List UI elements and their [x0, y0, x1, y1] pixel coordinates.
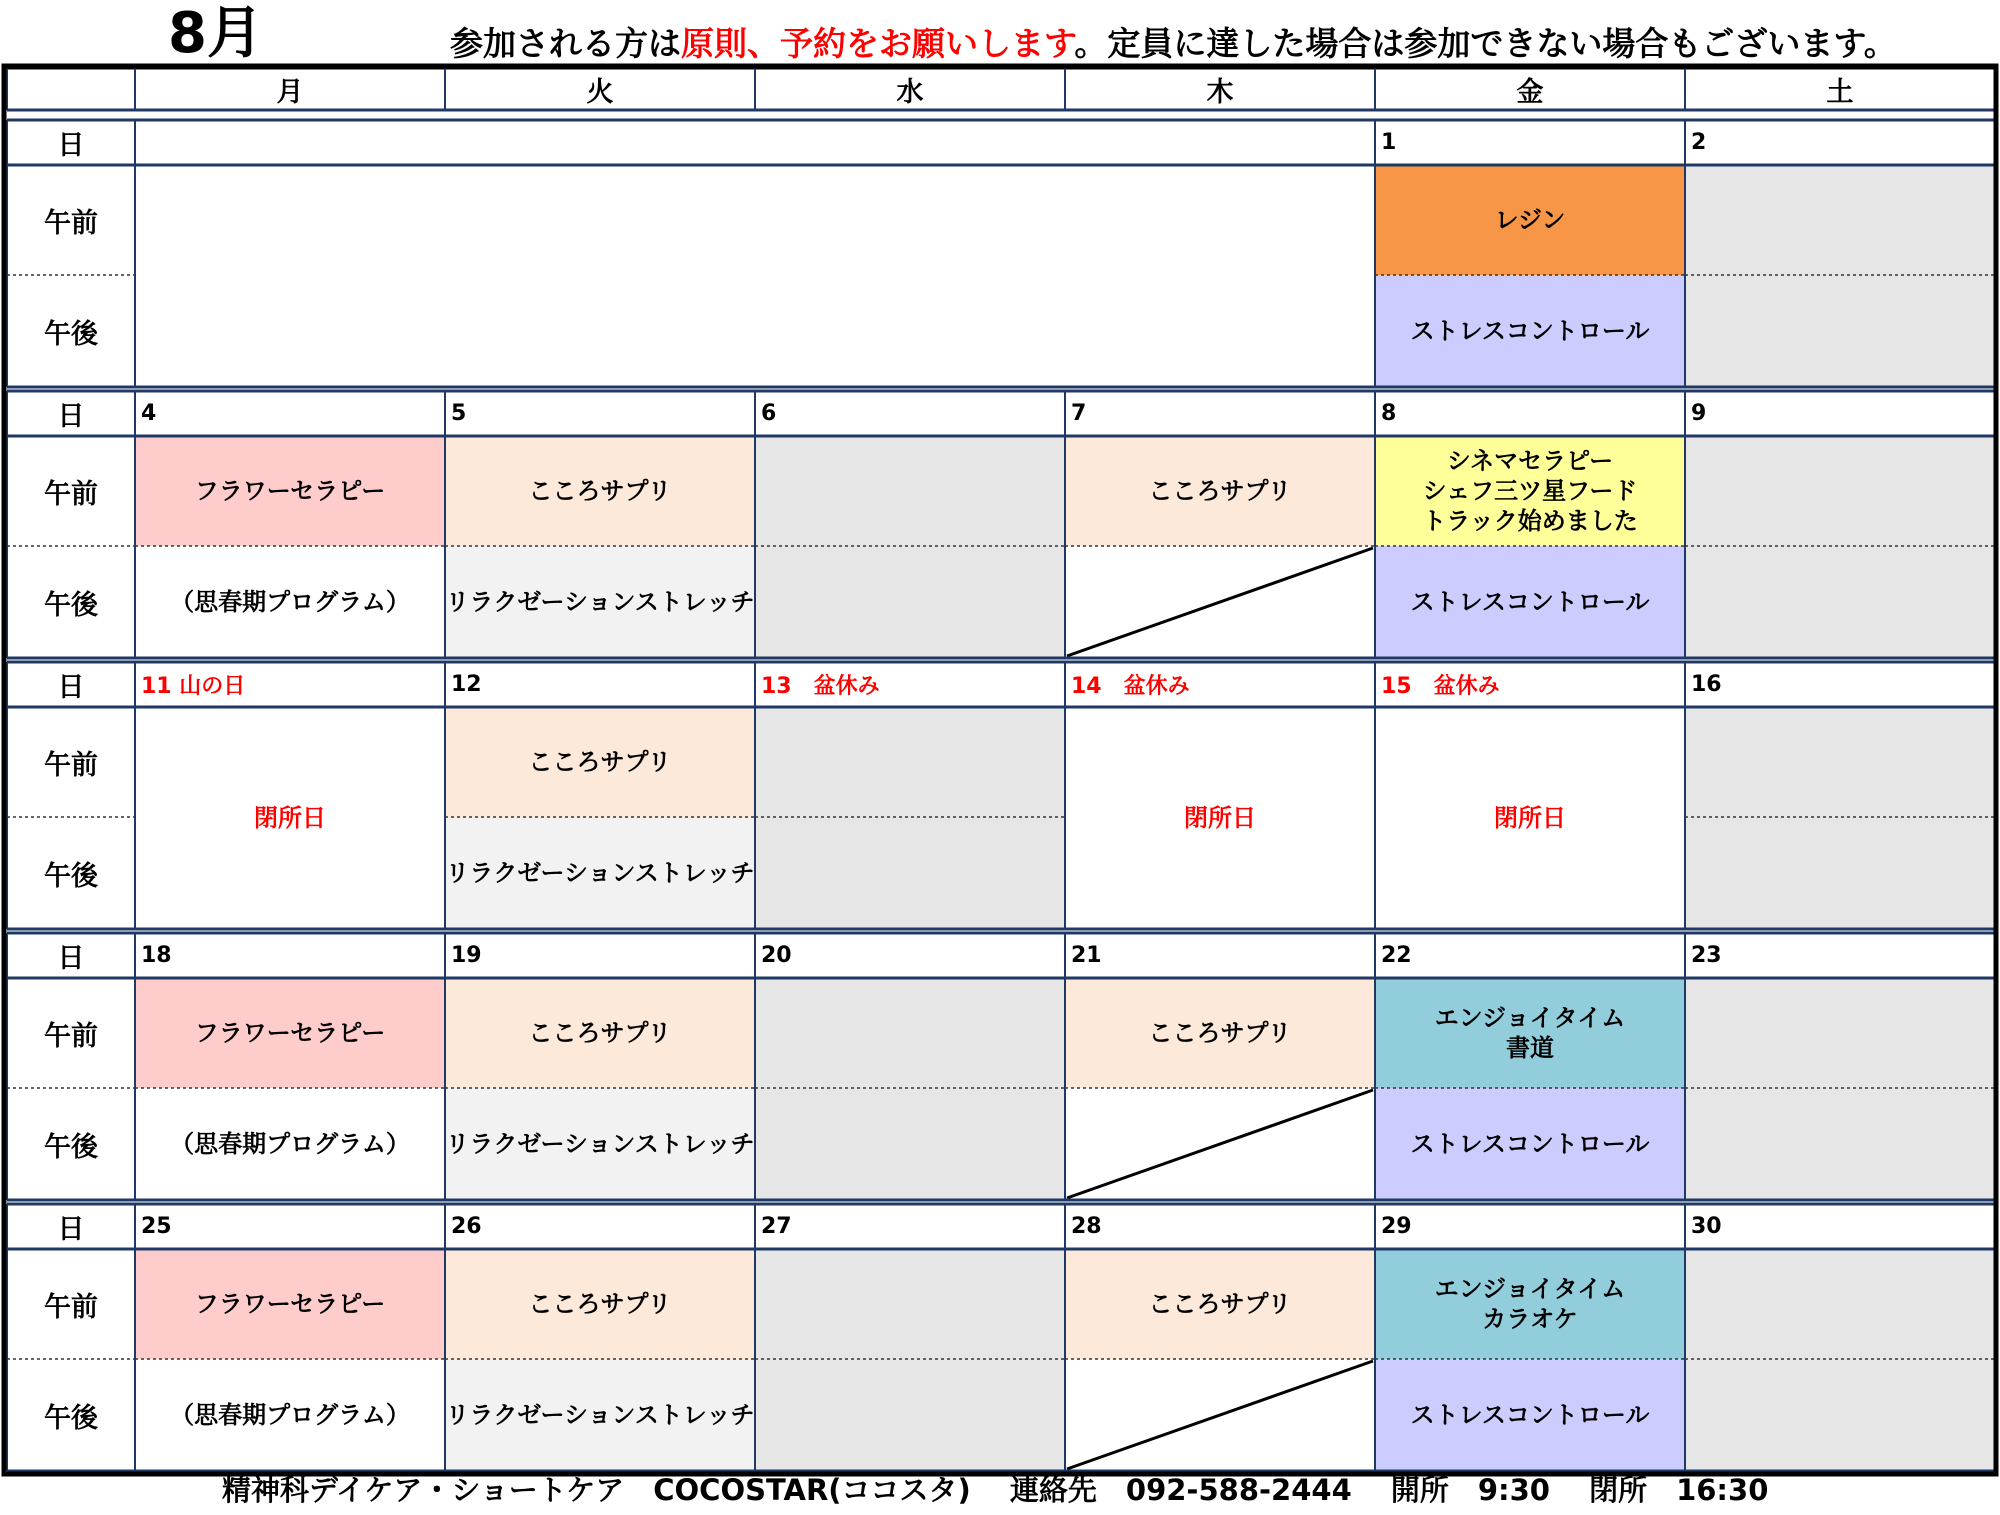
- row-label-day: 日: [7, 120, 135, 165]
- closed-day-cell: 閉所日: [135, 707, 445, 929]
- row-label-am: 午前: [7, 436, 135, 546]
- empty-cell-pm: [1685, 1088, 1995, 1200]
- empty-cell-am: [755, 707, 1065, 817]
- blank-area: [135, 120, 1375, 387]
- program-cell-pm: （思春期プログラム）: [135, 1359, 445, 1471]
- notice-part3: 。定員に達した場合は参加できない場合もございます。: [1074, 24, 1897, 63]
- program-cell-am: こころサプリ: [1065, 436, 1375, 546]
- program-cell-am: こころサプリ: [445, 707, 755, 817]
- closed-day-cell: 閉所日: [1375, 707, 1685, 929]
- empty-cell-pm: [1065, 1088, 1375, 1200]
- day-number: 6: [755, 391, 1065, 436]
- notice-part1: 参加される方は: [450, 24, 681, 63]
- program-cell-pm: ストレスコントロール: [1375, 546, 1685, 658]
- program-cell-pm: ストレスコントロール: [1375, 1088, 1685, 1200]
- program-cell-pm: リラクゼーションストレッチ: [445, 817, 755, 929]
- day-number: 25: [135, 1204, 445, 1249]
- row-label-pm: 午後: [7, 1359, 135, 1471]
- empty-cell-pm: [1685, 546, 1995, 658]
- weekday-header-2: 水: [755, 68, 1065, 110]
- row-label-am: 午前: [7, 165, 135, 275]
- row-label-day: 日: [7, 391, 135, 436]
- program-cell-am: レジン: [1375, 165, 1685, 275]
- row-label-am: 午前: [7, 707, 135, 817]
- empty-cell-am: [1685, 1249, 1995, 1359]
- day-number: 28: [1065, 1204, 1375, 1249]
- day-number: 4: [135, 391, 445, 436]
- day-number: 29: [1375, 1204, 1685, 1249]
- day-number: 5: [445, 391, 755, 436]
- day-number: 11 山の日: [135, 662, 445, 707]
- program-cell-am: フラワーセラピー: [135, 1249, 445, 1359]
- empty-cell-am: [1685, 165, 1995, 275]
- row-label-day: 日: [7, 1204, 135, 1249]
- day-number: 30: [1685, 1204, 1995, 1249]
- day-number: 21: [1065, 933, 1375, 978]
- day-number: 9: [1685, 391, 1995, 436]
- empty-cell-am: [1685, 436, 1995, 546]
- row-label-pm: 午後: [7, 1088, 135, 1200]
- day-number: 18: [135, 933, 445, 978]
- row-label-pm: 午後: [7, 275, 135, 387]
- day-number: 12: [445, 662, 755, 707]
- day-number: 14 盆休み: [1065, 662, 1375, 707]
- header-corner: [7, 68, 135, 110]
- empty-cell-pm: [1685, 1359, 1995, 1471]
- empty-cell-am: [755, 978, 1065, 1088]
- empty-cell-am: [1685, 978, 1995, 1088]
- empty-cell-pm: [1685, 817, 1995, 929]
- program-cell-pm: ストレスコントロール: [1375, 275, 1685, 387]
- program-cell-pm: （思春期プログラム）: [135, 546, 445, 658]
- empty-cell-pm: [1685, 275, 1995, 387]
- weekday-header-5: 土: [1685, 68, 1995, 110]
- empty-cell-pm: [1065, 546, 1375, 658]
- row-label-pm: 午後: [7, 546, 135, 658]
- empty-cell-pm: [755, 1359, 1065, 1471]
- weekday-header-4: 金: [1375, 68, 1685, 110]
- closed-day-cell: 閉所日: [1065, 707, 1375, 929]
- empty-cell-pm: [755, 546, 1065, 658]
- day-number: 15 盆休み: [1375, 662, 1685, 707]
- day-number: 13 盆休み: [755, 662, 1065, 707]
- program-cell-am: こころサプリ: [445, 436, 755, 546]
- day-number: 26: [445, 1204, 755, 1249]
- row-label-am: 午前: [7, 1249, 135, 1359]
- program-cell-am: こころサプリ: [445, 1249, 755, 1359]
- program-cell-am: こころサプリ: [1065, 978, 1375, 1088]
- program-cell-am: こころサプリ: [1065, 1249, 1375, 1359]
- weekday-header-0: 月: [135, 68, 445, 110]
- footer-info: 精神科デイケア・ショートケア COCOSTAR(ココスタ) 連絡先 092-588-2444 開所 9:30 閉所 16:30: [222, 1473, 1769, 1507]
- weekday-header-3: 木: [1065, 68, 1375, 110]
- weekday-header-1: 火: [445, 68, 755, 110]
- row-label-am: 午前: [7, 978, 135, 1088]
- empty-cell-am: [755, 436, 1065, 546]
- row-label-pm: 午後: [7, 817, 135, 929]
- month-title: 8月: [168, 1, 263, 66]
- empty-cell-am: [755, 1249, 1065, 1359]
- program-cell-am: エンジョイタイム カラオケ: [1375, 1249, 1685, 1359]
- day-number: 16: [1685, 662, 1995, 707]
- notice-text: [450, 24, 1897, 64]
- program-cell-am: こころサプリ: [445, 978, 755, 1088]
- day-number: 27: [755, 1204, 1065, 1249]
- day-number: 20: [755, 933, 1065, 978]
- program-cell-pm: リラクゼーションストレッチ: [445, 1359, 755, 1471]
- day-number: 7: [1065, 391, 1375, 436]
- day-number: 2: [1685, 120, 1995, 165]
- program-cell-pm: リラクゼーションストレッチ: [445, 546, 755, 658]
- empty-cell-pm: [755, 1088, 1065, 1200]
- day-number: 22: [1375, 933, 1685, 978]
- program-cell-pm: リラクゼーションストレッチ: [445, 1088, 755, 1200]
- day-number: 8: [1375, 391, 1685, 436]
- row-label-day: 日: [7, 933, 135, 978]
- program-cell-am: エンジョイタイム 書道: [1375, 978, 1685, 1088]
- empty-cell-pm: [755, 817, 1065, 929]
- row-label-day: 日: [7, 662, 135, 707]
- program-cell-am: フラワーセラピー: [135, 978, 445, 1088]
- day-number: 23: [1685, 933, 1995, 978]
- program-cell-am: フラワーセラピー: [135, 436, 445, 546]
- day-number: 1: [1375, 120, 1685, 165]
- notice-part2-red: 原則、予約をお願いします: [681, 24, 1075, 63]
- program-cell-pm: （思春期プログラム）: [135, 1088, 445, 1200]
- day-number: 19: [445, 933, 755, 978]
- program-cell-pm: ストレスコントロール: [1375, 1359, 1685, 1471]
- empty-cell-pm: [1065, 1359, 1375, 1471]
- program-cell-am: シネマセラピー シェフ三ツ星フード トラック始めました: [1375, 436, 1685, 546]
- empty-cell-am: [1685, 707, 1995, 817]
